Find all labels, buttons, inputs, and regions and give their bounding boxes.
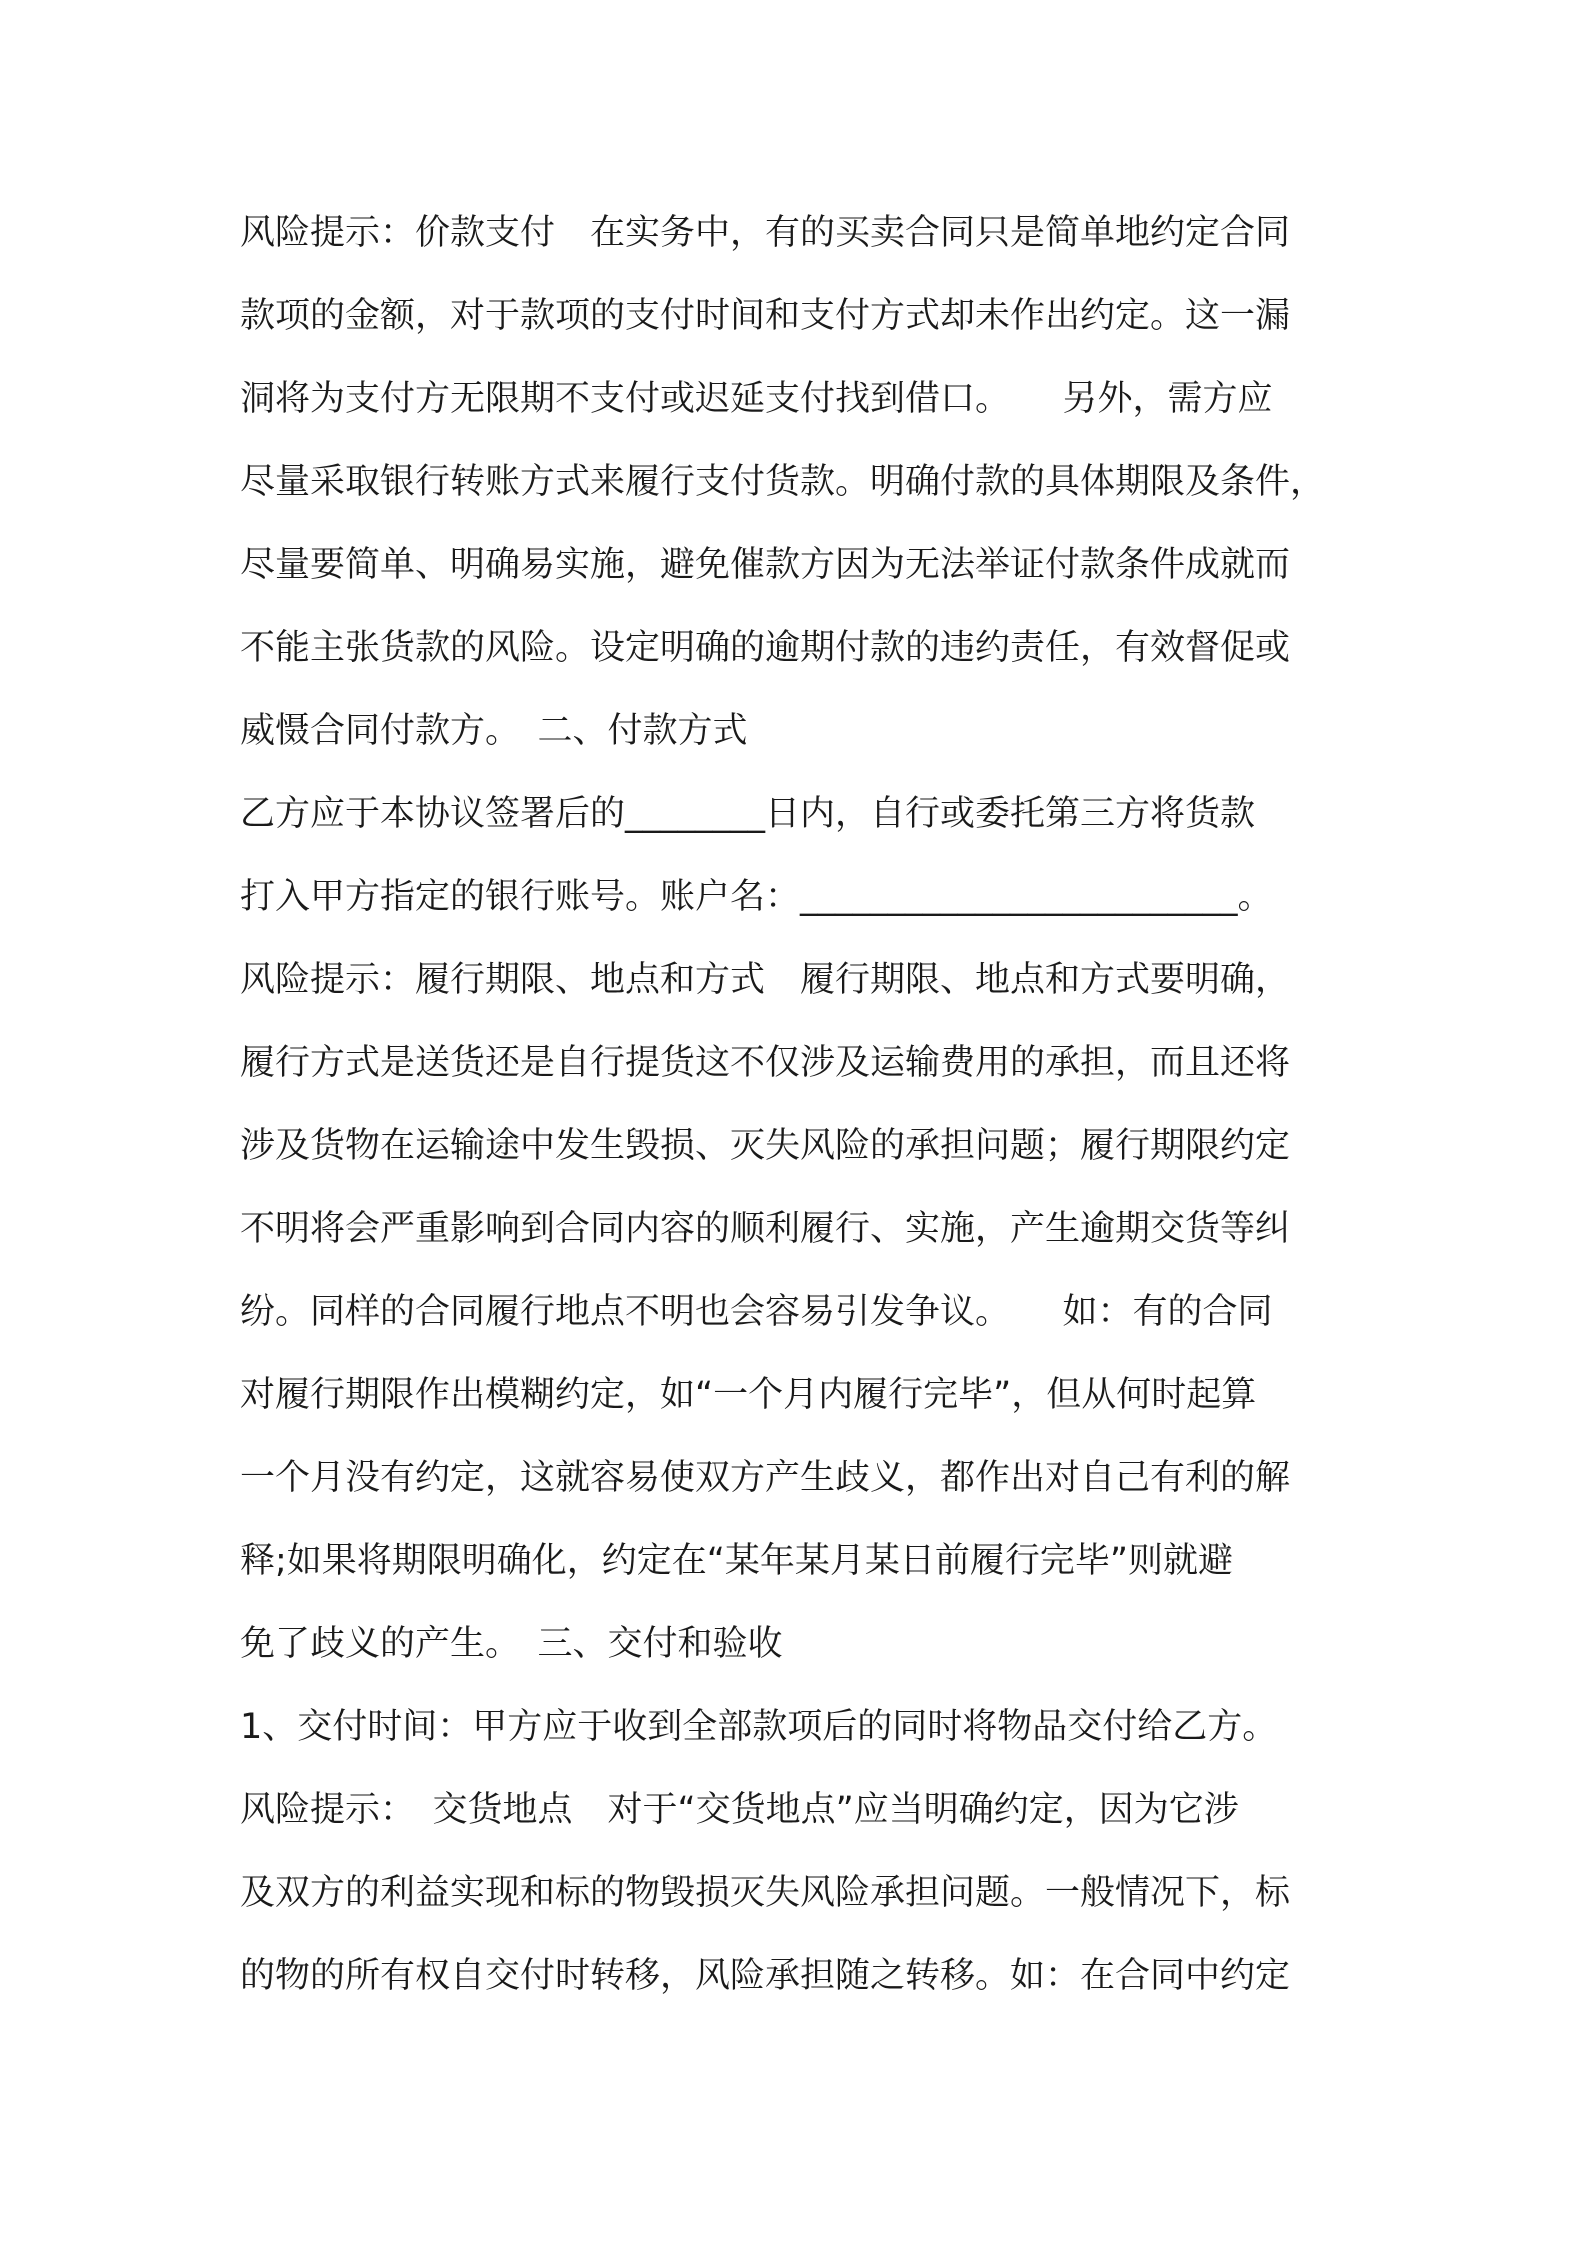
text-line: 履行方式是送货还是自行提货这不仅涉及运输费用的承担，而且还将 bbox=[240, 1043, 1291, 1083]
text-line: 乙方应于本协议签署后的________日内，自行或委托第三方将货款 bbox=[240, 794, 1256, 834]
contract-text-body bbox=[240, 192, 1380, 2018]
text-line: 一个月没有约定，这就容易使双方产生歧义，都作出对自己有利的解 bbox=[240, 1458, 1291, 1498]
text-line: 不能主张货款的风险。设定明确的逾期付款的违约责任，有效督促或 bbox=[240, 628, 1291, 668]
text-line: 风险提示：价款支付 在实务中，有的买卖合同只是简单地约定合同 bbox=[240, 213, 1291, 253]
text-line: 的物的所有权自交付时转移，风险承担随之转移。如：在合同中约定 bbox=[240, 1956, 1291, 1996]
text-line: 纷。同样的合同履行地点不明也会容易引发争议。 如：有的合同 bbox=[240, 1292, 1273, 1332]
text-line: 打入甲方指定的银行账号。账户名：_________________________。 bbox=[240, 877, 1273, 917]
text-line: 1、交付时间：甲方应于收到全部款项后的同时将物品交付给乙方。 bbox=[240, 1707, 1278, 1747]
text-line: 款项的金额，对于款项的支付时间和支付方式却未作出约定。这一漏 bbox=[240, 296, 1291, 336]
text-line: 涉及货物在运输途中发生毁损、灭失风险的承担问题；履行期限约定 bbox=[240, 1126, 1291, 1166]
text-line: 尽量要简单、明确易实施，避免催款方因为无法举证付款条件成就而 bbox=[240, 545, 1291, 585]
text-line: 不明将会严重影响到合同内容的顺利履行、实施，产生逾期交货等纠 bbox=[240, 1209, 1291, 1249]
section-heading-delivery-acceptance: 免了歧义的产生。 三、交付和验收 bbox=[240, 1624, 783, 1664]
text-line: 对履行期限作出模糊约定，如“一个月内履行完毕”，但从何时起算 bbox=[240, 1375, 1257, 1415]
text-line: 释;如果将期限明确化，约定在“某年某月某日前履行完毕”则就避 bbox=[240, 1541, 1234, 1581]
text-line: 尽量采取银行转账方式来履行支付货款。明确付款的具体期限及条件， bbox=[240, 462, 1326, 502]
section-heading-payment-method: 威慑合同付款方。 二、付款方式 bbox=[240, 711, 748, 751]
text-line: 风险提示：履行期限、地点和方式 履行期限、地点和方式要明确， bbox=[240, 960, 1291, 1000]
text-line: 风险提示： 交货地点 对于“交货地点”应当明确约定，因为它涉 bbox=[240, 1790, 1239, 1830]
text-line: 及双方的利益实现和标的物毁损灭失风险承担问题。一般情况下，标 bbox=[240, 1873, 1291, 1913]
text-line: 洞将为支付方无限期不支付或迟延支付找到借口。 另外，需方应 bbox=[240, 379, 1273, 419]
